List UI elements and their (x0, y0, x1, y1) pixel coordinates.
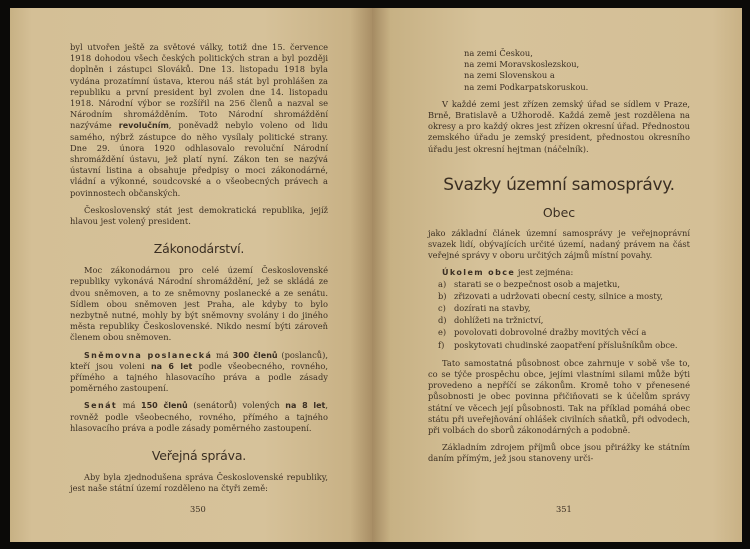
heading-zakonodarstvi: Zákonodárství. (153, 241, 245, 257)
paragraph: byl utvořen ještě za světové války, totiž dne 15. července 1918 dohodou všech českých politických stran a byl později doplněn i zástupci Slováků. Dne 13. listopadu 1918 byla vydána prozatímní ústava, kterou náš stát byl prohlášen za republiku a první president byl zvolen dne 14. listopadu 1918. Národní výbor se rozšířil na 256 členů a nazval se Národním shromážděním. Toto Národní shromáždění nazýváme revolučním, poněvadž nebylo voleno od lidu samého, nýbrž zástupce do něho vysílaly politické strany. Dne 29. února 1920 odhlasovalo revoluční Národní shromáždění ústavu, jež platí nyní. Zákon ten se nazývá ústavní listina a obsahuje předpisy o moci zákonodárné, vládní a výkonné, soudcovské a o všeobecných právech a povinnostech občanských. (70, 42, 328, 198)
left-page (10, 8, 372, 542)
paragraph: V každé zemi jest zřízen zemský úřad se sídlem v Praze, Brně, Bratislavě a Užhorodě. Každá země jest rozdělena na okresy a pro každý okres jest zřízen okresní úřad. Přednostou zemského úřadu je zemský president, přednostou okresního úřadu jest okresní hejtman (náčelník). (428, 98, 690, 154)
paragraph: Základním zdrojem příjmů obce jsou přirážky ke státním daním přímým, jež jsou stanoveny urči- (428, 442, 690, 464)
heading-svazky: Svazky územní samosprávy. (443, 174, 675, 195)
duties-list (428, 279, 690, 351)
heading-obec: Obec (542, 204, 576, 220)
list-item: d) dohlížeti na tržnictví, (438, 315, 544, 326)
paragraph: Československý stát jest demokratická republika, jejíž hlavou jest volený president. (70, 204, 328, 227)
paragraph: Senát má 150 členů (senátorů) volených na 8 let, rovněž podle všeobecného, rovného, přímého a tajného hlasovacího práva a podle zásady poměrného zastoupení. (70, 400, 328, 433)
list-item: b) zřizovati a udržovati obecní cesty, silnice a mosty, (438, 290, 663, 301)
right-page (372, 8, 742, 542)
list-item: na zemi Slovenskou a (464, 70, 555, 81)
list-item: na zemi Podkarpatskoruskou. (464, 81, 589, 92)
paragraph: Moc zákonodárnou pro celé území Československé republiky vykonává Národní shromáždění, jež se skládá ze dvou sněmoven, a to ze sněmovny poslanecké a ze senátu. Sídlem obou sněmoven jest Praha, ale kdyby to bylo nezbytně nutné, mohly by být sněmovny svolány i do jiného města republiky Československé. Nikdo nesmí býti zároveň členem obou sněmoven. (70, 265, 328, 343)
paragraph: Tato samostatná působnost obce zahrnuje v sobě vše to, co se týče prospěchu obce, jejími vlastními silami může býti provedeno a nepříčí se zákonům. Kromě toho v přenesené působnosti je obec povinna přičiňovati se k účelům správy státní ve věcech její působnosti. Tak na příklad pomáhá obec státu při uveřejňování ohlášek civilních sňatků, při odvodech, při volbách do sborů zákonodárných a podobně. (428, 357, 690, 436)
paragraph: Úkolem obce jest zejména: (442, 267, 574, 278)
lands-list (428, 48, 690, 93)
list-item: f) poskytovati chudinské zaopatření příslušníkům obce. (438, 339, 678, 350)
book-spread (10, 8, 742, 542)
paragraph: jako základní článek územní samosprávy je veřejnoprávní svazek lidí, obývajících určité území, nadaný právem na část veřejné správy v oboru určitých zájmů místní povahy. (428, 227, 690, 261)
heading-verejna-sprava: Veřejná správa. (151, 448, 247, 464)
list-item: na zemi Českou, (464, 48, 533, 58)
list-item: na zemi Moravskoslezskou, (464, 59, 580, 70)
left-text-column (70, 42, 328, 495)
list-item: c) dozírati na stavby, (438, 303, 531, 314)
right-text-column (428, 48, 690, 465)
paragraph: Sněmovna poslanecká má 300 členů (poslanců), kteří jsou voleni na 6 let podle všeobecného, rovného, přímého a tajného hlasovacího práva a podle zásady poměrného zastoupení. (70, 349, 328, 394)
page-number: 351 (556, 504, 572, 514)
list-item: e) povolovati dobrovolné dražby movitých věcí a (438, 327, 647, 338)
page-number: 350 (190, 504, 206, 514)
list-item: a) starati se o bezpečnost osob a majetku, (438, 278, 620, 289)
paragraph: Aby byla zjednodušena správa Československé republiky, jest naše státní území rozděleno na čtyři země: (70, 472, 328, 494)
